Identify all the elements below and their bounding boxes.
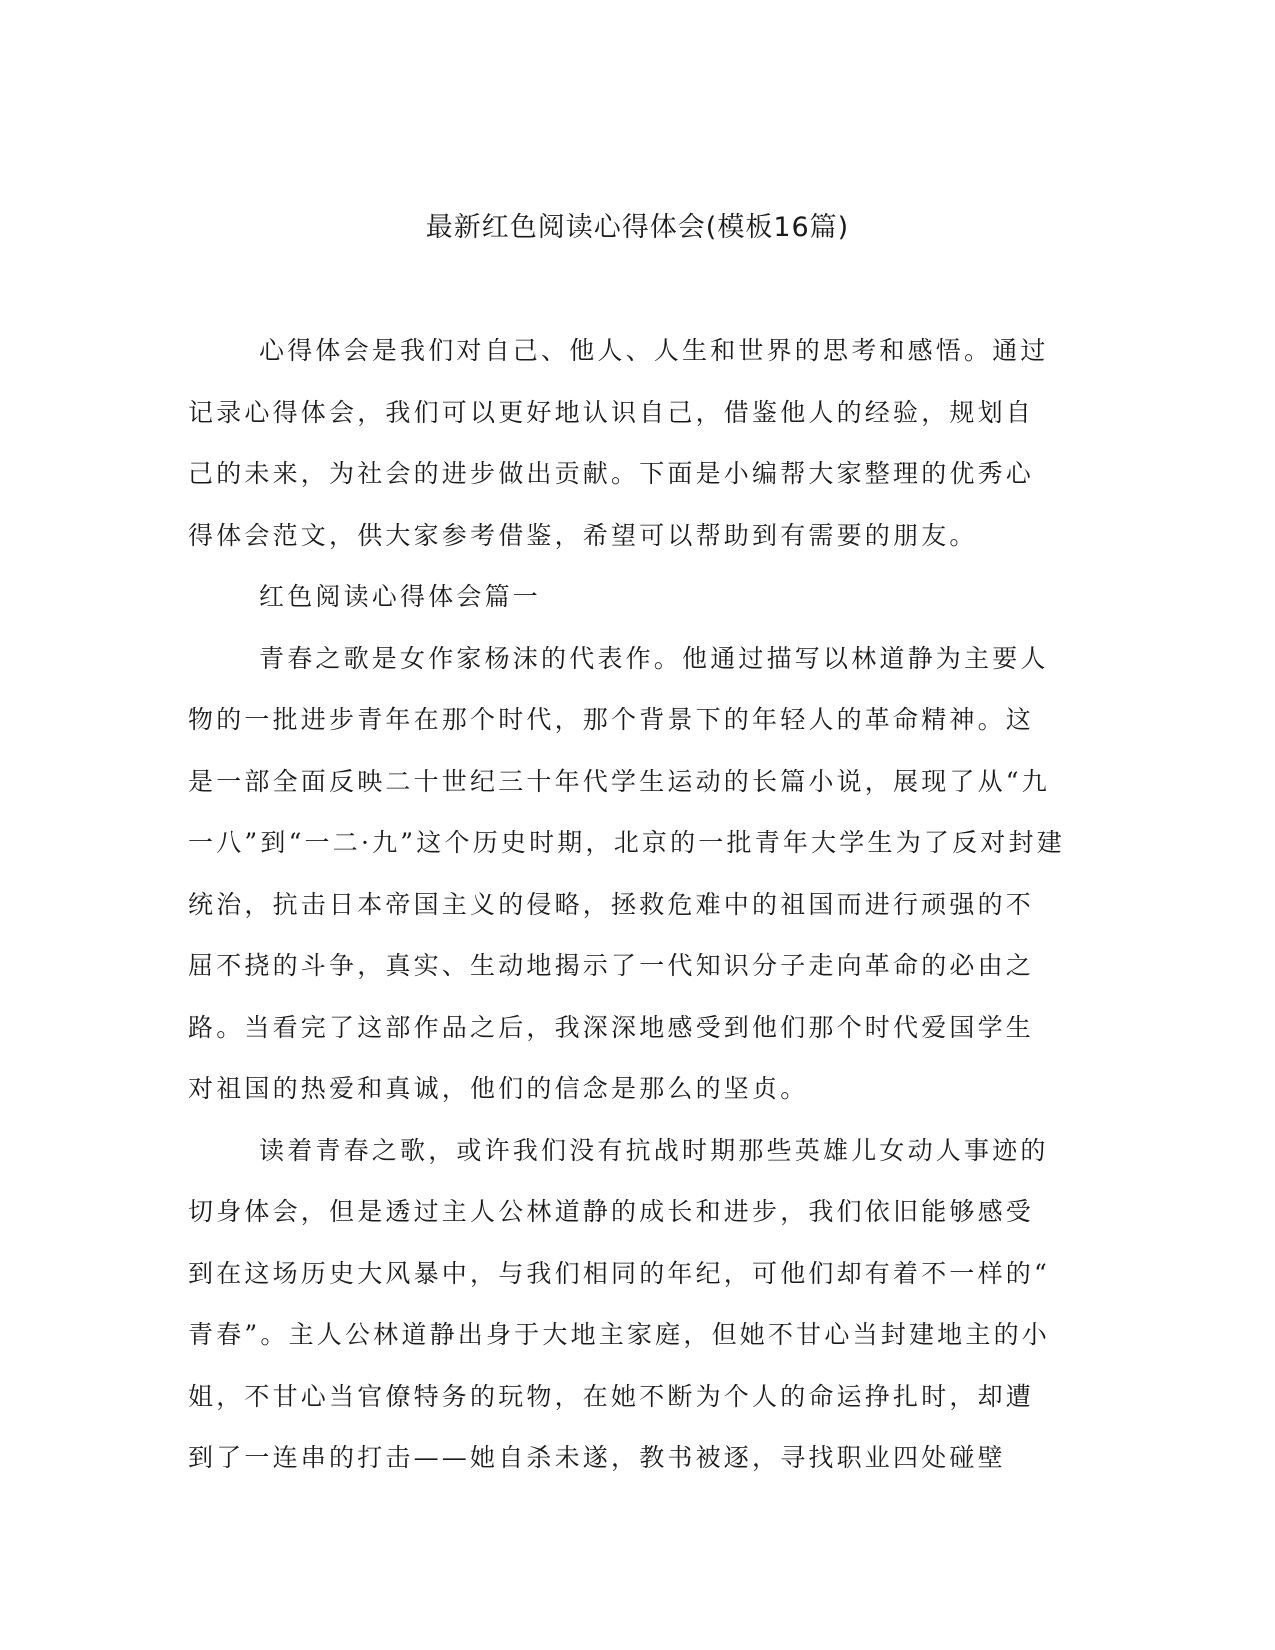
text-line: 得体会范文，供大家参考借鉴，希望可以帮助到有需要的朋友。 [188, 520, 978, 550]
document-title: 最新红色阅读心得体会(模板16篇) [425, 212, 850, 243]
document-body [188, 320, 1081, 1489]
text-line: 读着青春之歌，或许我们没有抗战时期那些英雄儿女动人事迹的 [259, 1135, 1049, 1165]
text-line: 记录心得体会，我们可以更好地认识自己，借鉴他人的经验，规划自 [188, 397, 1035, 427]
text-line: 对祖国的热爱和真诚，他们的信念是那么的坚贞。 [188, 1074, 809, 1103]
text-line: 姐，不甘心当官僚特务的玩物，在她不断为个人的命运挣扎时，却遭 [188, 1381, 1035, 1411]
text-line: 己的未来，为社会的进步做出贡献。下面是小编帮大家整理的优秀心 [188, 459, 1035, 488]
text-line: 一八”到“一二·九”这个历史时期，北京的一批青年大学生为了反对封建 [188, 828, 1065, 857]
text-line: 屈不挠的斗争，真实、生动地揭示了一代知识分子走向革命的必由之 [188, 951, 1035, 980]
text-line: 统治，抗击日本帝国主义的侵略，拯救危难中的祖国而进行顽强的不 [188, 889, 1035, 919]
text-line: 红色阅读心得体会篇一 [259, 582, 542, 611]
text-line: 青春”。主人公林道静出身于大地主家庭，但她不甘心当封建地主的小 [188, 1320, 1050, 1349]
text-line: 到在这场历史大风暴中，与我们相同的年纪，可他们却有着不一样的“ [188, 1258, 1050, 1288]
text-line: 切身体会，但是透过主人公林道静的成长和进步，我们依旧能够感受 [188, 1197, 1035, 1226]
text-line: 路。当看完了这部作品之后，我深深地感受到他们那个时代爱国学生 [188, 1012, 1035, 1042]
text-line: 物的一批进步青年在那个时代，那个背景下的年轻人的革命精神。这 [188, 705, 1035, 734]
text-line: 青春之歌是女作家杨沫的代表作。他通过描写以林道静为主要人 [259, 643, 1049, 673]
text-line: 心得体会是我们对自己、他人、人生和世界的思考和感悟。通过 [259, 336, 1049, 365]
text-line: 到了一连串的打击——她自杀未遂，教书被逐，寻找职业四处碰壁 [188, 1443, 1006, 1472]
text-line: 是一部全面反映二十世纪三十年代学生运动的长篇小说，展现了从“九 [188, 766, 1050, 796]
